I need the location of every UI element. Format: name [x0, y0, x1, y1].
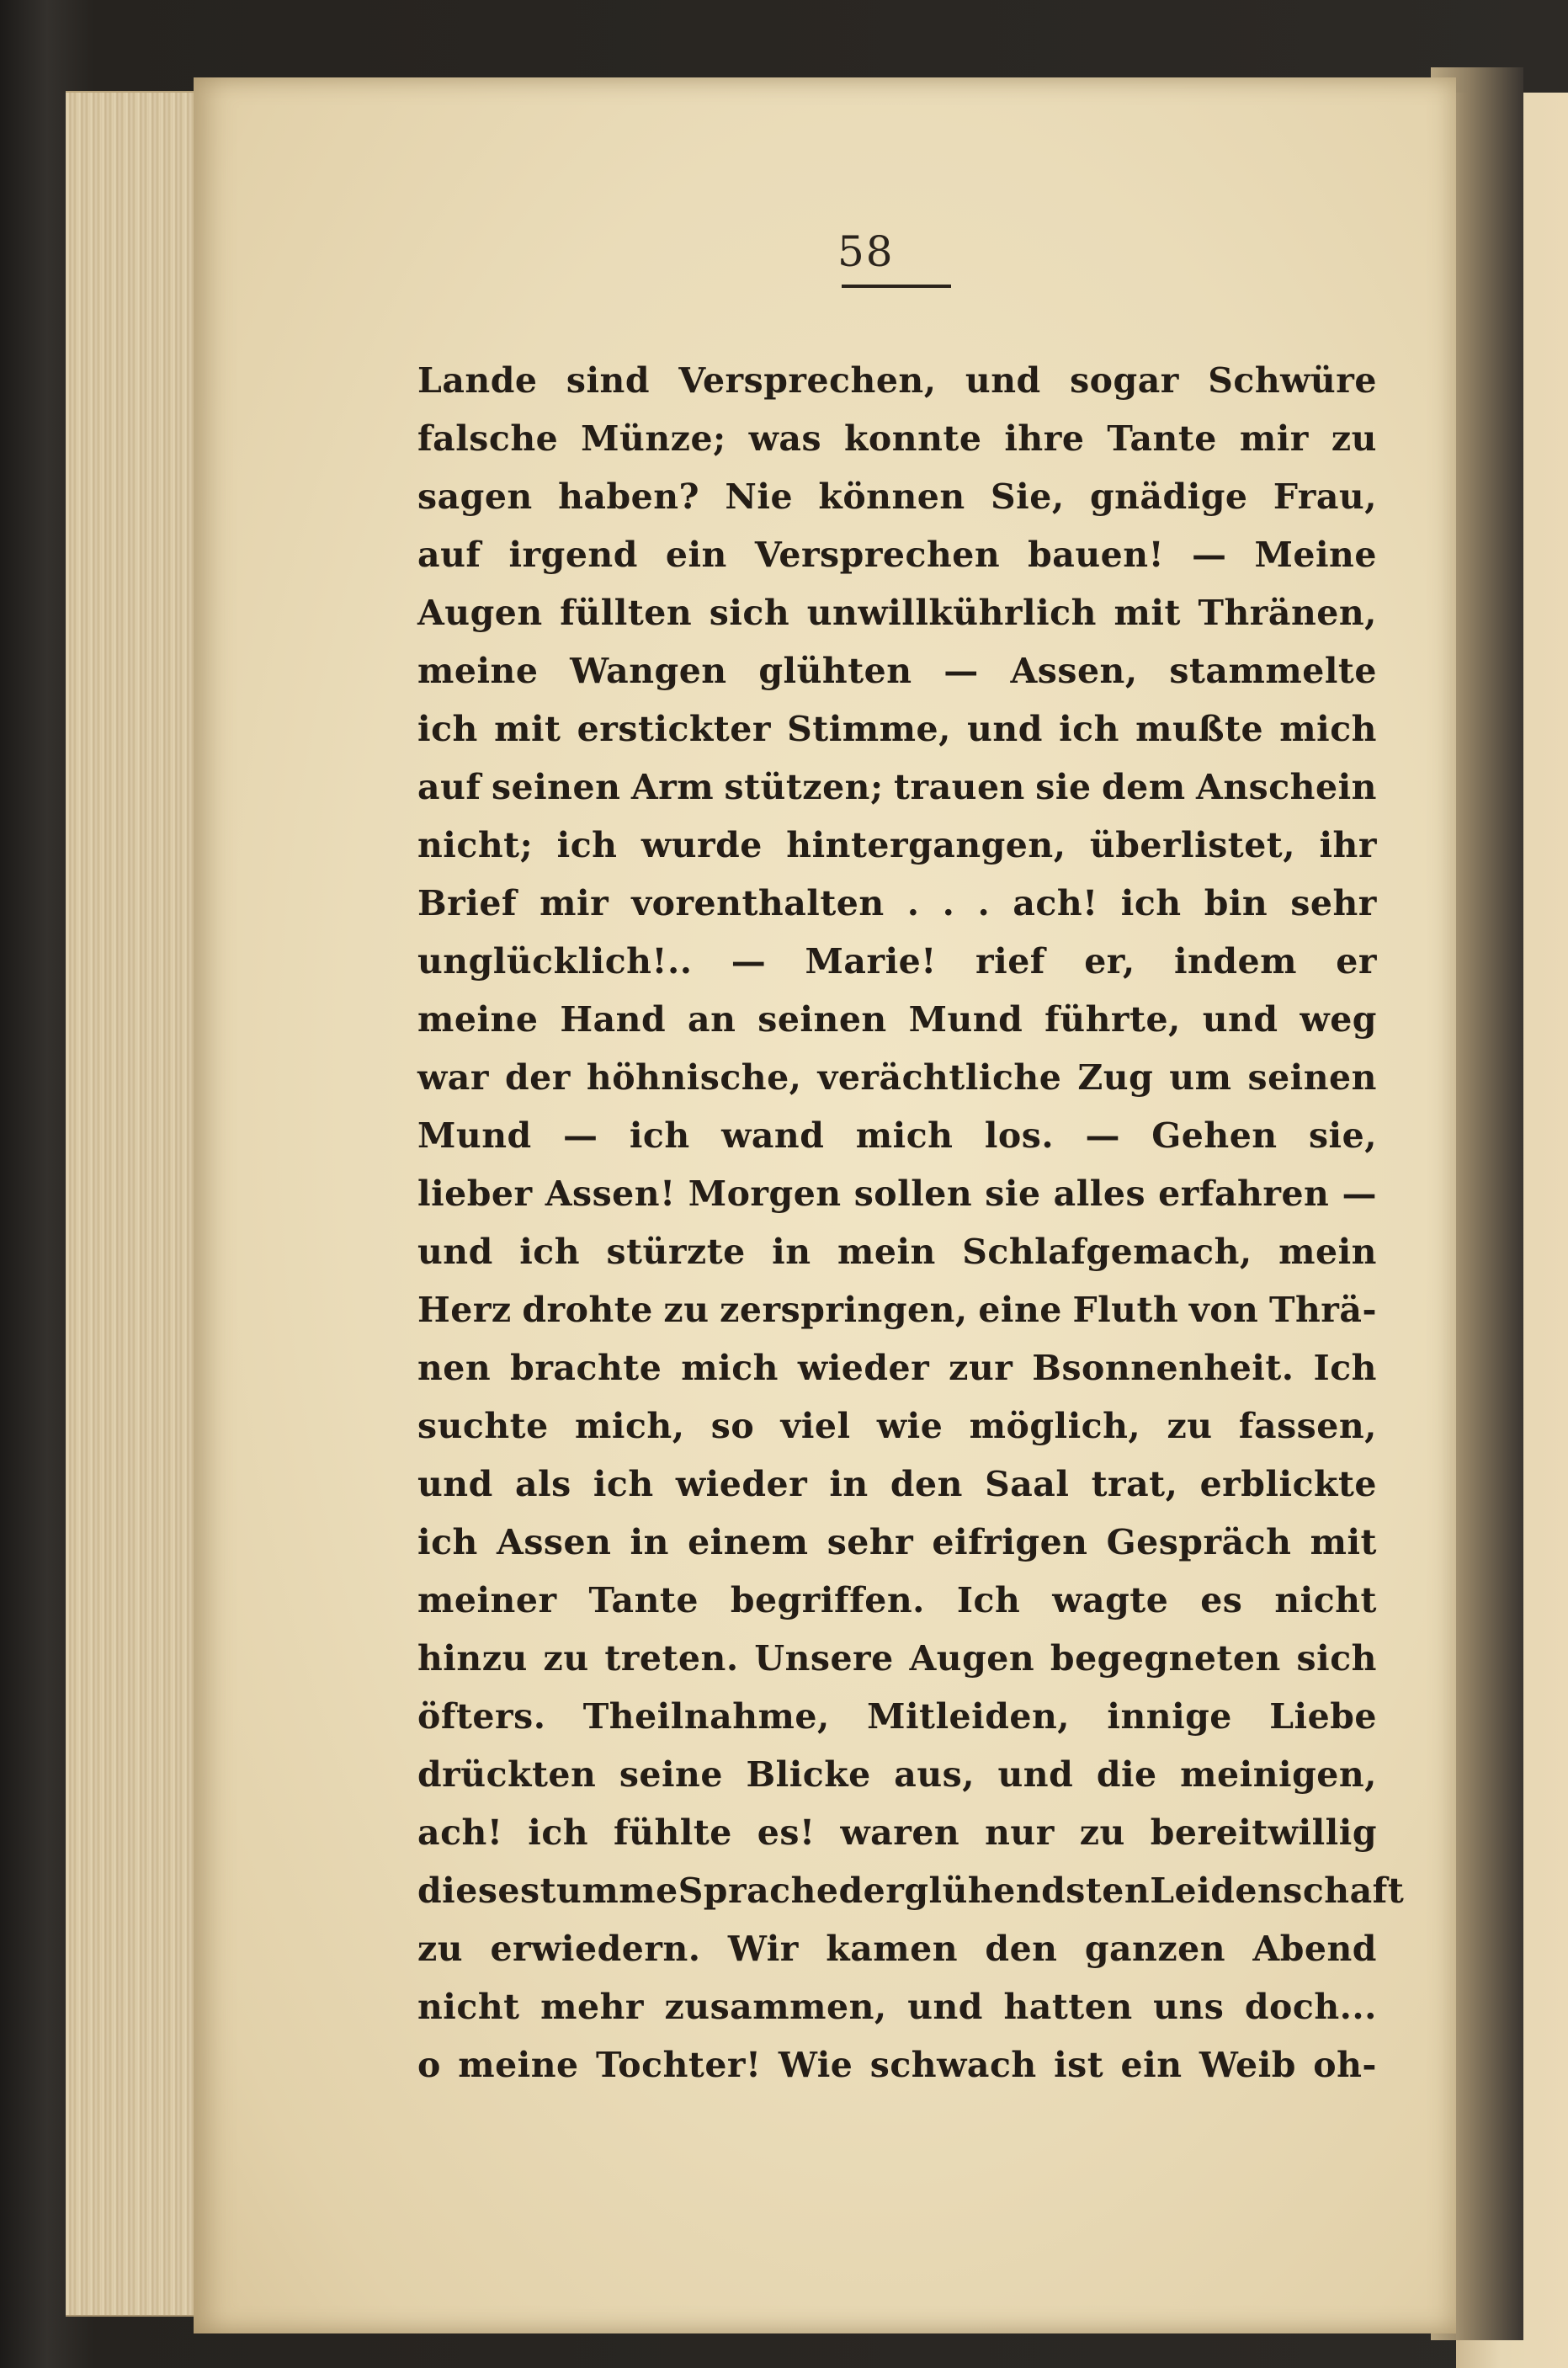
word: er: [1336, 941, 1377, 982]
text-line: [417, 1339, 1377, 1397]
word: Ich: [956, 1580, 1021, 1620]
word: zusammen,: [664, 1987, 887, 2027]
word: Gespräch: [1106, 1522, 1292, 1562]
word: indem: [1173, 941, 1297, 982]
word: nur: [985, 1812, 1055, 1853]
text-line: [417, 933, 1377, 991]
word: ein: [1120, 2045, 1183, 2085]
text-line: [417, 1223, 1377, 1281]
word: Hand: [560, 999, 667, 1040]
word: haben?: [558, 476, 700, 517]
word: Abend: [1252, 1929, 1377, 1969]
word: bin: [1204, 883, 1268, 923]
word: seine: [619, 1754, 723, 1795]
word: ich: [629, 1115, 690, 1156]
word: sehr: [1290, 883, 1377, 923]
word: meiner: [417, 1580, 557, 1620]
word: sich: [709, 593, 790, 633]
page-text: [417, 352, 1405, 2094]
word: los.: [984, 1115, 1055, 1156]
text-line: [417, 817, 1377, 875]
text-line: [417, 1281, 1377, 1339]
word: .: [906, 883, 920, 923]
word: ich: [417, 709, 478, 749]
word: Stimme,: [787, 709, 951, 749]
word: Blicke: [746, 1754, 871, 1795]
word: konnte: [844, 418, 982, 459]
word: Gehen: [1151, 1115, 1278, 1156]
word: hintergangen,: [786, 825, 1066, 865]
word: Mund: [908, 999, 1023, 1040]
text-line: [417, 1630, 1377, 1688]
word: Sie,: [991, 476, 1065, 517]
word: und: [907, 1987, 983, 2027]
word: mich,: [574, 1406, 685, 1446]
text-line: [417, 758, 1377, 817]
word: meinigen,: [1180, 1754, 1377, 1795]
word: nicht: [1274, 1580, 1377, 1620]
word: meine: [458, 2045, 579, 2085]
word: mich: [1279, 709, 1377, 749]
word: von: [1188, 1290, 1259, 1330]
word: der: [838, 1870, 905, 1911]
word: treten.: [604, 1638, 739, 1679]
word: so: [710, 1406, 755, 1446]
word: Assen!: [545, 1173, 676, 1214]
word: trauen: [894, 767, 1025, 807]
text-line: [417, 410, 1377, 468]
word: erstickter: [577, 709, 771, 749]
word: bauen!: [1028, 535, 1165, 575]
word: —: [1192, 535, 1227, 575]
word: mit: [494, 709, 561, 749]
word: lieber: [417, 1173, 533, 1214]
page-number: 58: [837, 227, 895, 276]
word: können: [818, 476, 965, 517]
word: diese: [417, 1870, 520, 1911]
word: Tochter!: [595, 2045, 762, 2085]
word: in: [829, 1464, 869, 1504]
word: Tante: [1107, 418, 1217, 459]
word: hatten: [1003, 1987, 1133, 2027]
word: fassen,: [1238, 1406, 1377, 1446]
word: ach!: [1013, 883, 1098, 923]
word: stützen;: [724, 767, 884, 807]
word: drückten: [417, 1754, 597, 1795]
text-line: [417, 468, 1377, 526]
word: mehr: [540, 1987, 644, 2027]
word: trat,: [1091, 1464, 1178, 1504]
word: suchte: [417, 1406, 549, 1446]
word: —: [1342, 1173, 1377, 1214]
word: möglich,: [969, 1406, 1141, 1446]
word: unglücklich!..: [417, 941, 693, 982]
word: zur: [949, 1348, 1013, 1388]
word: mit: [1114, 593, 1181, 633]
word: zu: [663, 1290, 710, 1330]
word: .: [942, 883, 955, 923]
word: Meine: [1254, 535, 1377, 575]
word: öfters.: [417, 1696, 546, 1737]
word: ihr: [1319, 825, 1377, 865]
word: ich: [593, 1464, 654, 1504]
word: in: [630, 1522, 669, 1562]
word: überlistet,: [1089, 825, 1296, 865]
text-line: [417, 2036, 1377, 2094]
word: zerspringen,: [720, 1290, 968, 1330]
word: Augen: [909, 1638, 1035, 1679]
text-line: [417, 1049, 1377, 1107]
word: oh-: [1313, 2045, 1377, 2085]
word: uns: [1153, 1987, 1225, 2027]
word: erwiedern.: [490, 1929, 701, 1969]
word: begegneten: [1050, 1638, 1281, 1679]
word: höhnische,: [586, 1057, 802, 1098]
text-line: [417, 1862, 1405, 1920]
word: eine: [978, 1290, 1062, 1330]
word: seinen: [1247, 1057, 1377, 1098]
word: Weib: [1199, 2045, 1296, 2085]
word: kamen: [826, 1929, 959, 1969]
word: Versprechen,: [678, 360, 937, 401]
word: ist: [1054, 2045, 1104, 2085]
word: stürzte: [606, 1232, 746, 1272]
word: sie: [985, 1173, 1041, 1214]
text-line: [417, 584, 1377, 642]
page-edges: [66, 91, 209, 2317]
word: nicht;: [417, 825, 534, 865]
text-line: [417, 352, 1377, 410]
word: die: [1096, 1754, 1157, 1795]
text-line: [417, 1804, 1377, 1862]
word: brachte: [510, 1348, 662, 1388]
word: Assen,: [1010, 651, 1138, 691]
word: um: [1169, 1057, 1232, 1098]
word: Tante: [588, 1580, 699, 1620]
word: mir: [1239, 418, 1309, 459]
word: Thrä-: [1268, 1290, 1377, 1330]
word: den: [890, 1464, 963, 1504]
word: fühlte: [614, 1812, 732, 1853]
word: zu: [543, 1638, 589, 1679]
word: in: [772, 1232, 811, 1272]
text-line: [417, 1397, 1377, 1455]
word: Schwüre: [1208, 360, 1377, 401]
word: und: [417, 1464, 493, 1504]
word: rief: [975, 941, 1045, 982]
word: Sprache: [678, 1870, 839, 1911]
word: erblickte: [1199, 1464, 1377, 1504]
word: und: [967, 709, 1043, 749]
word: Arm: [630, 767, 715, 807]
word: nen: [417, 1348, 492, 1388]
word: falsche: [417, 418, 559, 459]
word: Nie: [725, 476, 794, 517]
word: ich: [1059, 709, 1119, 749]
word: mein: [837, 1232, 936, 1272]
word: Zug: [1077, 1057, 1154, 1098]
word: der: [505, 1057, 571, 1098]
word: sind: [566, 360, 650, 401]
word: Fluth: [1072, 1290, 1179, 1330]
word: mir: [539, 883, 609, 923]
word: —: [943, 651, 979, 691]
word: Assen: [497, 1522, 612, 1562]
word: Frau,: [1273, 476, 1377, 517]
word: sehr: [827, 1522, 914, 1562]
text-line: [417, 1688, 1377, 1746]
text-line: [417, 1746, 1377, 1804]
word: Marie!: [805, 941, 937, 982]
word: Schlafgemach,: [962, 1232, 1252, 1272]
word: Mund: [417, 1115, 532, 1156]
word: mich: [855, 1115, 954, 1156]
word: irgend: [508, 535, 638, 575]
word: zu: [1331, 418, 1377, 459]
word: und: [1202, 999, 1278, 1040]
word: viel: [780, 1406, 851, 1446]
word: innige: [1107, 1696, 1232, 1737]
word: doch...: [1244, 1987, 1377, 2027]
word: zu: [1167, 1406, 1213, 1446]
word: ein: [665, 535, 727, 575]
word: mich: [681, 1348, 779, 1388]
word: auf: [417, 767, 481, 807]
word: zu: [417, 1929, 464, 1969]
word: Wie: [778, 2045, 853, 2085]
word: wand: [721, 1115, 825, 1156]
word: Versprechen: [754, 535, 1001, 575]
word: Augen: [417, 593, 543, 633]
text-line: [417, 1978, 1377, 2036]
word: führte,: [1044, 999, 1181, 1040]
word: Unsere: [754, 1638, 894, 1679]
text-line: [417, 1165, 1377, 1223]
word: wieder: [675, 1464, 808, 1504]
word: Anschein: [1196, 767, 1377, 807]
word: bereitwillig: [1150, 1812, 1377, 1853]
word: ich: [519, 1232, 581, 1272]
word: füllten: [560, 593, 693, 633]
word: wie: [876, 1406, 943, 1446]
word: hinzu: [417, 1638, 528, 1679]
word: Wir: [727, 1929, 799, 1969]
word: waren: [840, 1812, 960, 1853]
word: Morgen: [688, 1173, 842, 1214]
word: seinen: [491, 767, 621, 807]
word: Ich: [1313, 1348, 1377, 1388]
word: Bsonnenheit.: [1032, 1348, 1294, 1388]
text-line: [417, 526, 1377, 584]
word: zu: [1079, 1812, 1125, 1853]
word: stammelte: [1169, 651, 1377, 691]
word: o: [417, 2045, 441, 2085]
word: sich: [1296, 1638, 1377, 1679]
word: drohte: [522, 1290, 653, 1330]
text-line: [417, 1572, 1377, 1630]
word: ich: [528, 1812, 589, 1853]
word: ich: [417, 1522, 478, 1562]
word: vorenthalten: [631, 883, 885, 923]
word: an: [688, 999, 736, 1040]
word: eifrigen: [932, 1522, 1088, 1562]
word: Wangen: [570, 651, 727, 691]
word: sogar: [1070, 360, 1179, 401]
text-line: [417, 1514, 1377, 1572]
word: .: [977, 883, 991, 923]
word: erfahren: [1158, 1173, 1330, 1214]
word: auf: [417, 535, 481, 575]
word: mit: [1310, 1522, 1377, 1562]
word: Saal: [985, 1464, 1070, 1504]
word: glühten: [758, 651, 912, 691]
text-line: [417, 875, 1377, 933]
word: ach!: [417, 1812, 503, 1853]
word: sollen: [853, 1173, 973, 1214]
word: als: [514, 1464, 571, 1504]
word: Thränen,: [1198, 593, 1377, 633]
word: war: [417, 1057, 489, 1098]
word: Lande: [417, 360, 538, 401]
word: sie: [1035, 767, 1092, 807]
page-number-rule: [842, 285, 951, 288]
word: —: [563, 1115, 598, 1156]
word: —: [1085, 1115, 1120, 1156]
text-line: [417, 1920, 1377, 1978]
word: ihre: [1004, 418, 1085, 459]
text-line: [417, 1455, 1377, 1514]
word: mein: [1278, 1232, 1377, 1272]
text-line: [417, 991, 1377, 1049]
word: einem: [688, 1522, 809, 1562]
word: wieder: [797, 1348, 930, 1388]
word: nicht: [417, 1987, 520, 2027]
word: sagen: [417, 476, 533, 517]
word: meine: [417, 999, 539, 1040]
word: und: [417, 1232, 493, 1272]
word: schwach: [869, 2045, 1037, 2085]
word: und: [997, 1754, 1074, 1795]
word: mußte: [1135, 709, 1264, 749]
word: alles: [1053, 1173, 1146, 1214]
word: aus,: [894, 1754, 975, 1795]
word: —: [731, 941, 767, 982]
word: den: [985, 1929, 1058, 1969]
word: weg: [1300, 999, 1377, 1040]
word: es: [1200, 1580, 1243, 1620]
word: ganzen: [1084, 1929, 1226, 1969]
word: seinen: [757, 999, 887, 1040]
text-line: [417, 1107, 1377, 1165]
word: Münze;: [581, 418, 726, 459]
word: es!: [757, 1812, 816, 1853]
word: und: [965, 360, 1041, 401]
word: Leidenschaft: [1150, 1870, 1405, 1911]
word: Theilnahme,: [582, 1696, 830, 1737]
word: glühendsten: [904, 1870, 1151, 1911]
word: ich: [1120, 883, 1182, 923]
word: wurde: [640, 825, 763, 865]
text-line: [417, 642, 1377, 700]
word: er,: [1084, 941, 1135, 982]
word: begriffen.: [730, 1580, 925, 1620]
word: gnädige: [1089, 476, 1248, 517]
word: was: [748, 418, 822, 459]
word: dem: [1101, 767, 1186, 807]
word: stumme: [520, 1870, 678, 1911]
word: Herz: [417, 1290, 512, 1330]
word: Liebe: [1269, 1696, 1377, 1737]
word: ich: [556, 825, 618, 865]
word: sie,: [1308, 1115, 1377, 1156]
word: Mitleiden,: [867, 1696, 1071, 1737]
text-line: [417, 700, 1377, 758]
word: unwillkührlich: [806, 593, 1097, 633]
word: verächtliche: [817, 1057, 1062, 1098]
word: wagte: [1052, 1580, 1169, 1620]
word: Brief: [417, 883, 518, 923]
word: meine: [417, 651, 539, 691]
